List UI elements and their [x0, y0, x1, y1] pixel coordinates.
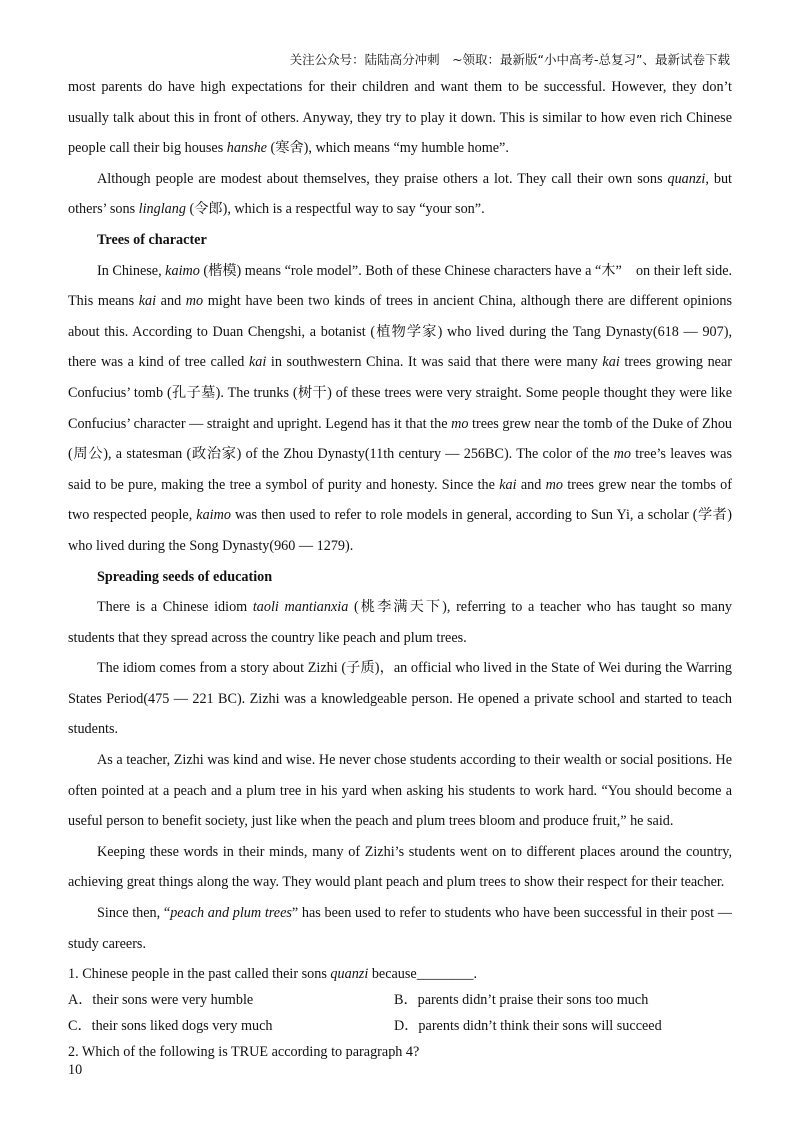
text-line: two respected people, kaimo was then used to refer to role models in general, according to Sun Yi, a scholar (学者)	[68, 507, 732, 524]
question-1-options-row-1	[68, 987, 732, 1013]
question-2-stem: 2. Which of the following is TRUE according to paragraph 4?	[68, 1044, 420, 1061]
text-line: achieving great things along the way. They would plant peach and plum trees to show their respect for their teacher.	[68, 874, 725, 891]
option-b[interactable]: B．parents didn’t praise their sons too much	[394, 992, 649, 1009]
text-line: others’ sons linglang (令郎), which is a respectful way to say “your son”.	[68, 201, 485, 218]
text-line: study careers.	[68, 935, 146, 952]
question-1-stem: 1. Chinese people in the past called their sons quanzi because________.	[68, 966, 478, 983]
text-line: who lived during the Song Dynasty(960 — 1279).	[68, 537, 354, 554]
text-line: Although people are modest about themselves, they praise others a lot. They call their own sons quanzi, but	[97, 170, 732, 187]
text-line: Confucius’ tomb (孔子墓). The trunks (树干) of these trees were very straight. Some people thought they were like	[68, 384, 732, 401]
article-body	[68, 72, 732, 1065]
text-line: (周公), a statesman (政治家) of the Zhou Dynasty(11th century — 256BC). The color of the mo tree’s leaves was	[68, 446, 732, 463]
text-line: there was a kind of tree called kai in southwestern China. It was said that there were many kai trees growing near	[68, 354, 732, 371]
question-1-options-row-2	[68, 1013, 732, 1039]
page-number: 10	[68, 1062, 83, 1078]
page-header-promo: 关注公众号：陆陆高分冲刺 ~领取：最新版“小中高考-总复习”、最新试卷下载	[289, 52, 730, 67]
text-line: often pointed at a peach and a plum tree in his yard when asking his students to work hard. “You should become a	[68, 782, 732, 799]
text-line: Since then, “peach and plum trees” has been used to refer to students who have been successful in their post —	[97, 905, 732, 922]
text-line: people call their big houses hanshe (寒舍), which means “my humble home”.	[68, 140, 509, 157]
text-line: The idiom comes from a story about Zizhi (子质)，an official who lived in the State of Wei during the Warring	[97, 660, 732, 677]
option-d[interactable]: D．parents didn’t think their sons will succeed	[394, 1018, 662, 1035]
text-line: In Chinese, kaimo (楷模) means “role model”. Both of these Chinese characters have a “木” on their left side.	[97, 262, 732, 279]
text-line: students that they spread across the country like peach and plum trees.	[68, 629, 467, 646]
text-line: most parents do have high expectations for their children and want them to be successful. However, they don’t	[68, 79, 732, 95]
text-line: useful person to benefit society, just like when the peach and plum trees bloom and produce fruit,” he said.	[68, 813, 674, 830]
text-line: Confucius’ character — straight and upright. Legend has it that the mo trees grew near the tomb of the Duke of Zhou	[68, 415, 732, 432]
text-line: This means kai and mo might have been two kinds of trees in ancient China, although there are different opinions	[68, 293, 732, 310]
text-line: said to be pure, making the tree a symbol of purity and honesty. Since the kai and mo trees grew near the tombs of	[68, 476, 732, 493]
text-line: As a teacher, Zizhi was kind and wise. He never chose students according to their wealth or social positions. He	[97, 752, 732, 769]
text-line: usually talk about this in front of others. Anyway, they try to play it down. This is similar to how even rich Chinese	[68, 109, 732, 126]
text-line: Keeping these words in their minds, many of Zizhi’s students went on to different places around the country,	[97, 843, 732, 860]
section-heading-trees-of-character: Trees of character	[97, 231, 207, 248]
text-line: students.	[68, 721, 119, 738]
text-line: about this. According to Duan Chengshi, a botanist (植物学家) who lived during the Tang Dynasty(618 — 907),	[68, 323, 732, 340]
text-line: There is a Chinese idiom taoli mantianxia (桃李满天下), referring to a teacher who has taught so many	[97, 599, 732, 616]
section-heading-spreading-seeds: Spreading seeds of education	[97, 568, 273, 585]
option-a[interactable]: A．their sons were very humble	[68, 992, 254, 1009]
option-c[interactable]: C．their sons liked dogs very much	[68, 1018, 273, 1035]
text-line: States Period(475 — 221 BC). Zizhi was a knowledgeable person. He opened a private school and started to teach	[68, 690, 732, 707]
